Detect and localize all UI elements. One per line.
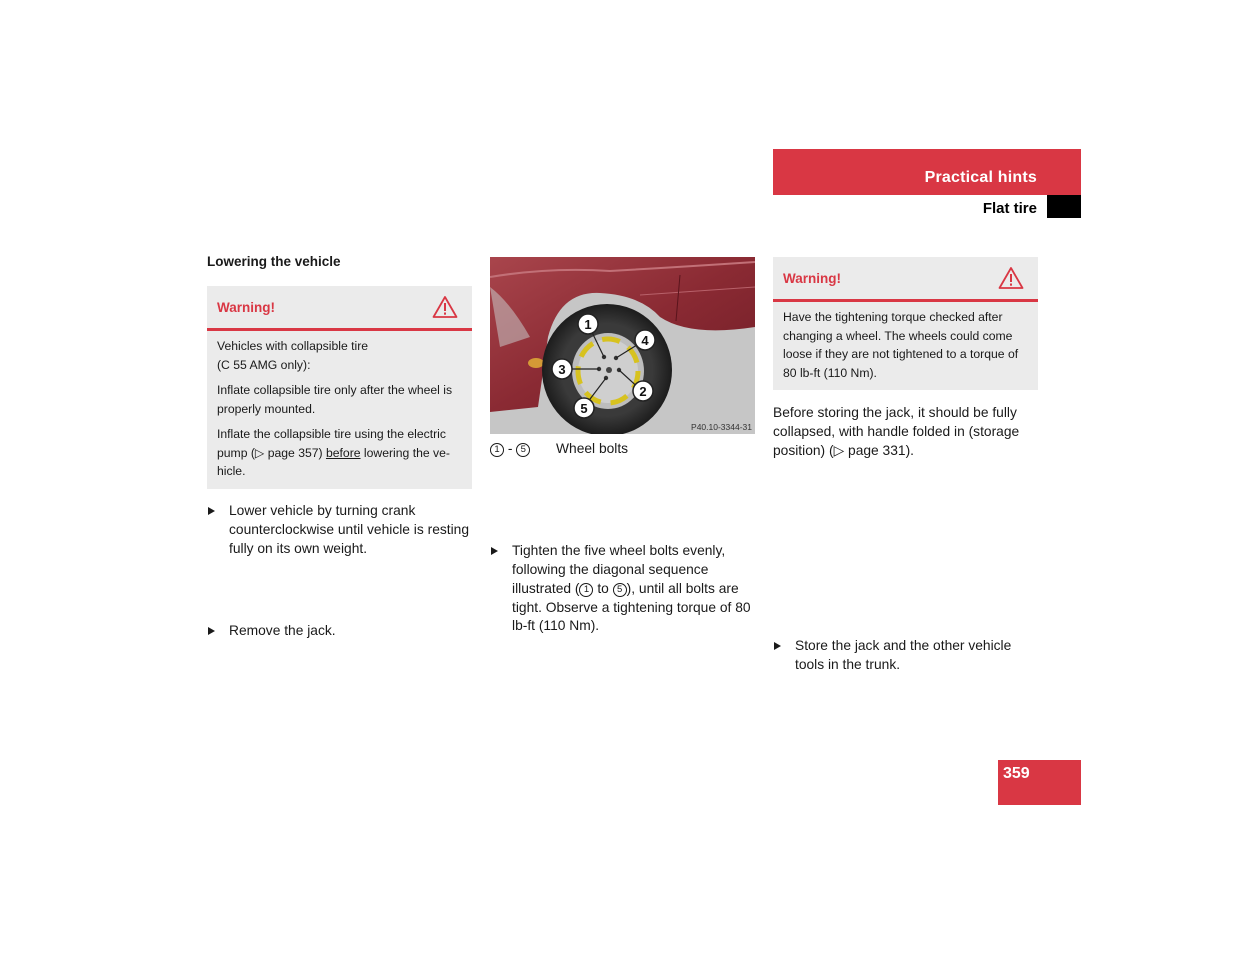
svg-text:4: 4 — [641, 333, 649, 348]
circled-number: 5 — [516, 443, 530, 457]
warning-text-underlined: before — [325, 445, 361, 460]
svg-text:5: 5 — [580, 401, 588, 416]
bullet-remove-jack: Remove the jack. — [207, 622, 472, 641]
bullet-text: Tighten the five wheel bolts evenly, following the diagonal sequence illustrated ( — [512, 543, 726, 596]
warning-triangle-icon — [998, 266, 1024, 290]
warning-box-collapsible-tire — [207, 286, 472, 489]
legend-dash: - — [507, 441, 513, 456]
warning-header — [773, 257, 1038, 302]
warning-paragraph — [217, 425, 462, 481]
warning-paragraph: Inflate collapsible tire only after the wheel is properly mounted. — [217, 383, 453, 416]
svg-text:2: 2 — [639, 384, 647, 399]
warning-text: (C 55 AMG only): — [217, 357, 311, 372]
warning-header — [207, 286, 472, 331]
svg-text:3: 3 — [558, 362, 566, 377]
bullet-text: ), until all bolts are tight. Observe a tightening torque of 80 lb-ft (110 Nm). — [512, 580, 751, 634]
figure-legend — [490, 440, 629, 459]
bullet-store-jack: Store the jack and the other vehicle tools in the trunk. — [773, 637, 1038, 675]
thumb-index-marker — [1047, 195, 1081, 218]
wheel-bolts-illustration — [490, 257, 755, 434]
section-tab — [773, 149, 1081, 195]
page-number-tab — [998, 760, 1081, 805]
circled-number: 5 — [613, 583, 627, 597]
bullet-tighten-bolts — [490, 542, 755, 636]
warning-text: lowering the ve-hicle. — [217, 445, 450, 478]
warning-box-torque — [773, 257, 1038, 390]
circled-number: 1 — [490, 443, 504, 457]
warning-body — [207, 331, 472, 489]
page-number: 359 — [1003, 765, 1030, 782]
bolt-label-2 — [633, 381, 653, 401]
svg-text:1: 1 — [584, 317, 592, 332]
paragraph-storing-jack: Before storing the jack, it should be fully collapsed, with handle folded in (storage position) (▷ page 331). — [773, 405, 1020, 458]
bolt-label-3 — [552, 359, 572, 379]
warning-body — [773, 302, 1038, 390]
section-title: Practical hints — [924, 169, 1037, 186]
warning-title: Warning! — [217, 300, 275, 315]
bullet-text: to — [593, 580, 613, 596]
warning-title: Warning! — [783, 271, 841, 286]
legend-text: Wheel bolts — [556, 441, 629, 456]
warning-paragraph: Have the tightening torque checked after changing a wheel. The wheels could come loose if they are not tightened to a torque of 80 lb-ft (110 Nm). — [783, 310, 1019, 380]
warning-triangle-icon — [432, 295, 458, 319]
circled-number: 1 — [579, 583, 593, 597]
figure-code: P40.10-3344-31 — [691, 422, 752, 432]
bolt-label-4 — [635, 330, 655, 350]
bullet-lower-vehicle: Lower vehicle by turning crank counterclockwise until vehicle is resting fully on its own weight. — [207, 502, 472, 558]
warning-paragraph — [217, 337, 462, 374]
warning-text: Vehicles with collapsible tire — [217, 339, 369, 353]
warning-text: Inflate the collapsible tire using the electric pump (▷ page 357) — [217, 427, 446, 460]
heading-lowering-vehicle: Lowering the vehicle — [207, 254, 341, 269]
bolt-label-1 — [578, 314, 598, 334]
subsection-title: Flat tire — [982, 200, 1037, 217]
bolt-label-5 — [574, 398, 594, 418]
